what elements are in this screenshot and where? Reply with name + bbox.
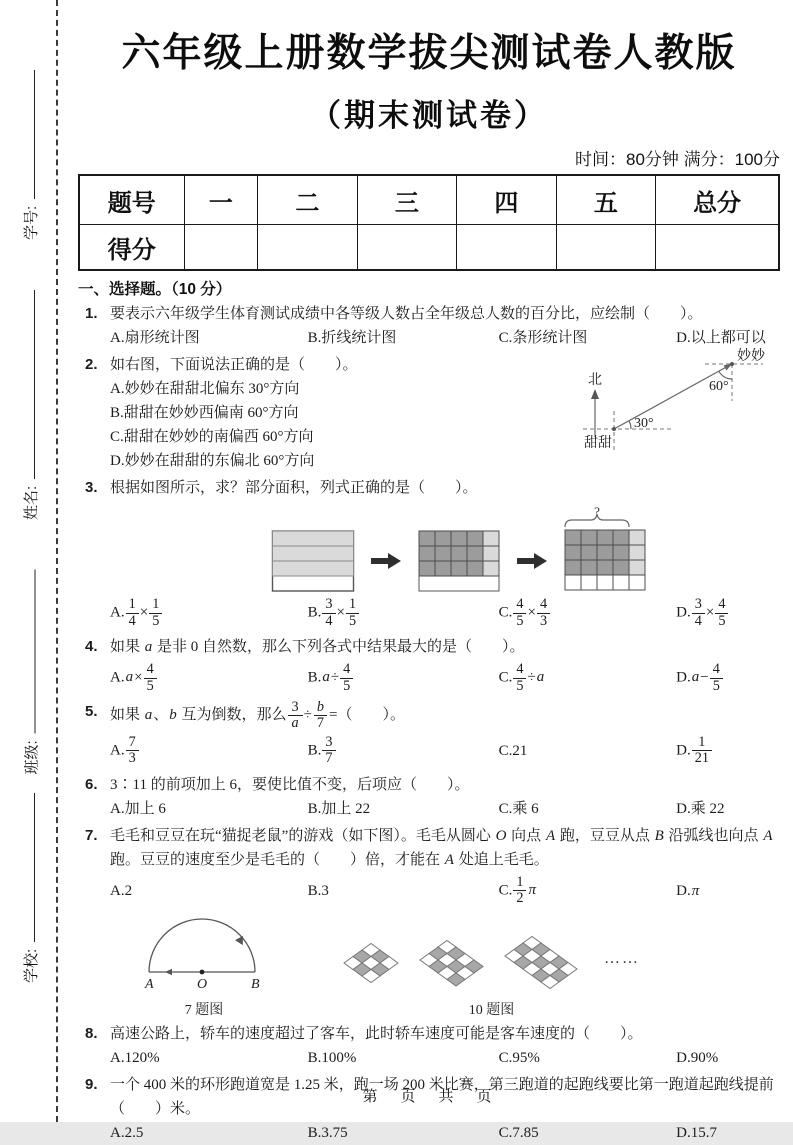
class-label: 班级: bbox=[23, 740, 40, 775]
score-col-1: 一 bbox=[184, 175, 258, 225]
area-model-diagram bbox=[271, 506, 780, 592]
score-cell bbox=[457, 225, 556, 271]
arrow-right-icon bbox=[515, 551, 549, 571]
section-heading: 一、选择题。（10 分） bbox=[78, 281, 232, 298]
option-d: D.90% bbox=[676, 1049, 719, 1066]
figure-caption: 10 题图 bbox=[468, 1002, 515, 1018]
option-b: B. $\frac{3}{4}$ × $\frac{1}{5}$ bbox=[308, 597, 499, 629]
question-number: 8. bbox=[85, 1024, 98, 1042]
diamond-pattern-1 bbox=[343, 942, 399, 991]
option-b: B.3 bbox=[307, 882, 329, 899]
option-b: B.折线统计图 bbox=[307, 330, 397, 346]
semicircle-diagram bbox=[143, 914, 265, 992]
semicircle-figure bbox=[143, 914, 265, 1019]
score-cell bbox=[184, 225, 258, 271]
option-a: A.a× $\frac{4}{5}$ bbox=[110, 662, 308, 694]
north-label: 北 bbox=[588, 373, 602, 388]
option-d: D.π bbox=[676, 882, 700, 899]
score-table-score-row bbox=[79, 225, 779, 271]
question-7 bbox=[78, 824, 780, 910]
option-d: D.以上都可以 bbox=[676, 330, 766, 346]
point-o-label: O bbox=[197, 976, 208, 992]
option-b: B. $\frac{3}{7}$ bbox=[308, 735, 499, 767]
option-a: A.2.5 bbox=[110, 1124, 144, 1141]
exam-meta: 时间：80分钟 满分：100分 bbox=[575, 150, 780, 169]
option-c: C.条形统计图 bbox=[498, 330, 588, 346]
name-label: 姓名: bbox=[22, 485, 40, 520]
question-3 bbox=[78, 476, 780, 632]
question-1 bbox=[78, 302, 780, 350]
question-mark-label: ? bbox=[594, 504, 600, 519]
option-c: C.7.85 bbox=[498, 1124, 539, 1141]
score-col-3: 三 bbox=[357, 175, 456, 225]
figure-caption: 7 题图 bbox=[184, 1002, 224, 1018]
name-field bbox=[19, 290, 41, 520]
margin-dashed-rule bbox=[56, 0, 58, 1122]
diamond-pattern-figure bbox=[343, 935, 640, 1019]
score-table-header-row bbox=[79, 175, 779, 225]
score-col-2: 二 bbox=[258, 175, 357, 225]
option-b: B.加上 22 bbox=[307, 800, 371, 817]
student-id-blank bbox=[34, 70, 35, 199]
option-d: D.妙妙在甜甜的东偏北 60°方向 bbox=[110, 453, 315, 469]
question-5 bbox=[78, 700, 780, 770]
ellipsis-label: …… bbox=[604, 950, 640, 967]
arrow-right-icon bbox=[369, 551, 403, 571]
question-4 bbox=[78, 635, 780, 697]
option-a: A.120% bbox=[110, 1049, 160, 1066]
option-b: B.100% bbox=[307, 1049, 357, 1066]
question-text: 高速公路上，轿车的速度超过了客车，此时轿车速度可能是客车速度的（ ）。 bbox=[110, 1025, 643, 1042]
angle-60-label: 60° bbox=[709, 379, 729, 394]
question-text: 如右图，下面说法正确的是（ ）。 bbox=[110, 357, 358, 373]
page-title: 六年级上册数学拔尖测试卷人教版 bbox=[121, 32, 737, 75]
question-text: 如果 a、b 互为倒数，那么 $\frac{3}{a}$ ÷ $\frac{b}{7}$ =（ ）。 bbox=[110, 699, 405, 732]
score-table bbox=[78, 174, 780, 271]
question-number: 3. bbox=[85, 479, 98, 496]
score-cell bbox=[656, 225, 779, 271]
option-d: D.a− $\frac{4}{5}$ bbox=[676, 662, 780, 694]
score-col-4: 四 bbox=[457, 175, 556, 225]
question-number: 9. bbox=[85, 1075, 98, 1093]
angle-30-label: 30° bbox=[634, 416, 654, 431]
question-text: 一个 400 米的环形跑道宽是 1.25 米，跑一场 200 米比赛，第三跑道的起跑线要比第一跑道起跑线提前（ ）米。 bbox=[110, 1076, 774, 1117]
question-text: 根据如图所示，求？部分面积，列式正确的是（ ）。 bbox=[110, 480, 478, 496]
question-number: 1. bbox=[85, 305, 98, 322]
option-b: B.a÷ $\frac{4}{5}$ bbox=[308, 662, 499, 694]
question-number: 5. bbox=[85, 703, 98, 720]
student-id-label: 学号: bbox=[22, 205, 40, 240]
score-cell bbox=[357, 225, 456, 271]
strip-model-figure bbox=[271, 530, 355, 592]
option-a: A.加上 6 bbox=[110, 800, 166, 817]
question-number: 2. bbox=[85, 356, 98, 373]
question-text: 如果 a 是非 0 自然数，那么下列各式中结果最大的是（ ）。 bbox=[110, 639, 525, 655]
page-subtitle: （期末测试卷） bbox=[310, 98, 548, 133]
option-c: C.95% bbox=[498, 1049, 540, 1066]
question-text: 3∶11 的前项加上 6，要使比值不变，后项应（ ）。 bbox=[110, 776, 470, 793]
school-label: 学校: bbox=[22, 948, 40, 983]
option-b: B.甜甜在妙妙西偏南 60°方向 bbox=[110, 405, 299, 421]
option-a: A. $\frac{1}{4}$ × $\frac{1}{5}$ bbox=[110, 597, 308, 629]
score-table-corner: 题号 bbox=[79, 175, 184, 225]
brace-icon bbox=[565, 514, 629, 527]
option-b: B.3.75 bbox=[307, 1124, 348, 1141]
class-field bbox=[20, 570, 42, 775]
score-col-5: 五 bbox=[556, 175, 655, 225]
tiantian-label: 甜甜 bbox=[584, 436, 612, 451]
question-6 bbox=[78, 773, 780, 821]
option-a: A.妙妙在甜甜北偏东 30°方向 bbox=[110, 381, 300, 397]
question-text: 要表示六年级学生体育测试成绩中各等级人数占全年级总人数的百分比，应绘制（ ）。 bbox=[110, 306, 703, 322]
path-arrow-icon bbox=[165, 969, 172, 975]
option-c: C. $\frac{4}{5}$ ÷a bbox=[498, 661, 545, 694]
option-d: D.15.7 bbox=[676, 1124, 717, 1141]
question-text: 毛毛和豆豆在玩“猫捉老鼠”的游戏（如下图）。毛毛从圆心 O 向点 A 跑，豆豆从点 B 沿弧线也向点 A 跑。豆豆的速度至少是毛毛的（ ）倍，才能在 A 处追上毛毛。 bbox=[110, 827, 773, 868]
north-arrow-icon bbox=[591, 389, 599, 399]
question-number: 4. bbox=[85, 638, 98, 655]
option-a: A. $\frac{7}{3}$ bbox=[110, 735, 308, 767]
grid-model-figure bbox=[417, 530, 501, 592]
option-c: C. $\frac{1}{2}$ π bbox=[498, 873, 536, 907]
miaomiao-label: 妙妙 bbox=[737, 349, 765, 364]
name-blank bbox=[34, 290, 35, 479]
score-cell bbox=[258, 225, 357, 271]
option-a: A.2 bbox=[110, 882, 133, 899]
option-c: C.乘 6 bbox=[498, 800, 539, 817]
score-col-total: 总分 bbox=[656, 175, 779, 225]
diamond-pattern-3 bbox=[504, 935, 578, 997]
option-d: D.乘 22 bbox=[676, 800, 725, 817]
score-cell bbox=[556, 225, 655, 271]
question-8 bbox=[78, 1022, 780, 1070]
point-b-label: B bbox=[251, 976, 260, 992]
option-c: C. $\frac{4}{5}$ × $\frac{4}{3}$ bbox=[499, 597, 677, 629]
question-number: 6. bbox=[85, 775, 98, 793]
option-a: A.扇形统计图 bbox=[110, 330, 200, 346]
class-blank bbox=[34, 570, 35, 734]
point-a-label: A bbox=[145, 976, 154, 992]
score-row-label: 得分 bbox=[79, 225, 184, 271]
option-d: D. $\frac{3}{4}$ × $\frac{4}{5}$ bbox=[676, 597, 780, 629]
student-id-field bbox=[19, 70, 41, 240]
grid-model-question-figure bbox=[563, 506, 647, 592]
option-c: C.21 bbox=[498, 742, 528, 759]
question-2 bbox=[78, 349, 780, 473]
question-9 bbox=[78, 1073, 780, 1145]
option-d: D. $\frac{1}{21}$ bbox=[676, 735, 780, 767]
figure-row bbox=[143, 914, 780, 1019]
diamond-pattern-2 bbox=[419, 939, 484, 994]
question-number: 7. bbox=[85, 826, 98, 844]
option-c: C.甜甜在妙妙的南偏西 60°方向 bbox=[110, 429, 314, 445]
page-footer: 第 页 共 页 bbox=[362, 1088, 496, 1105]
school-field bbox=[19, 793, 41, 983]
school-blank bbox=[34, 793, 35, 942]
